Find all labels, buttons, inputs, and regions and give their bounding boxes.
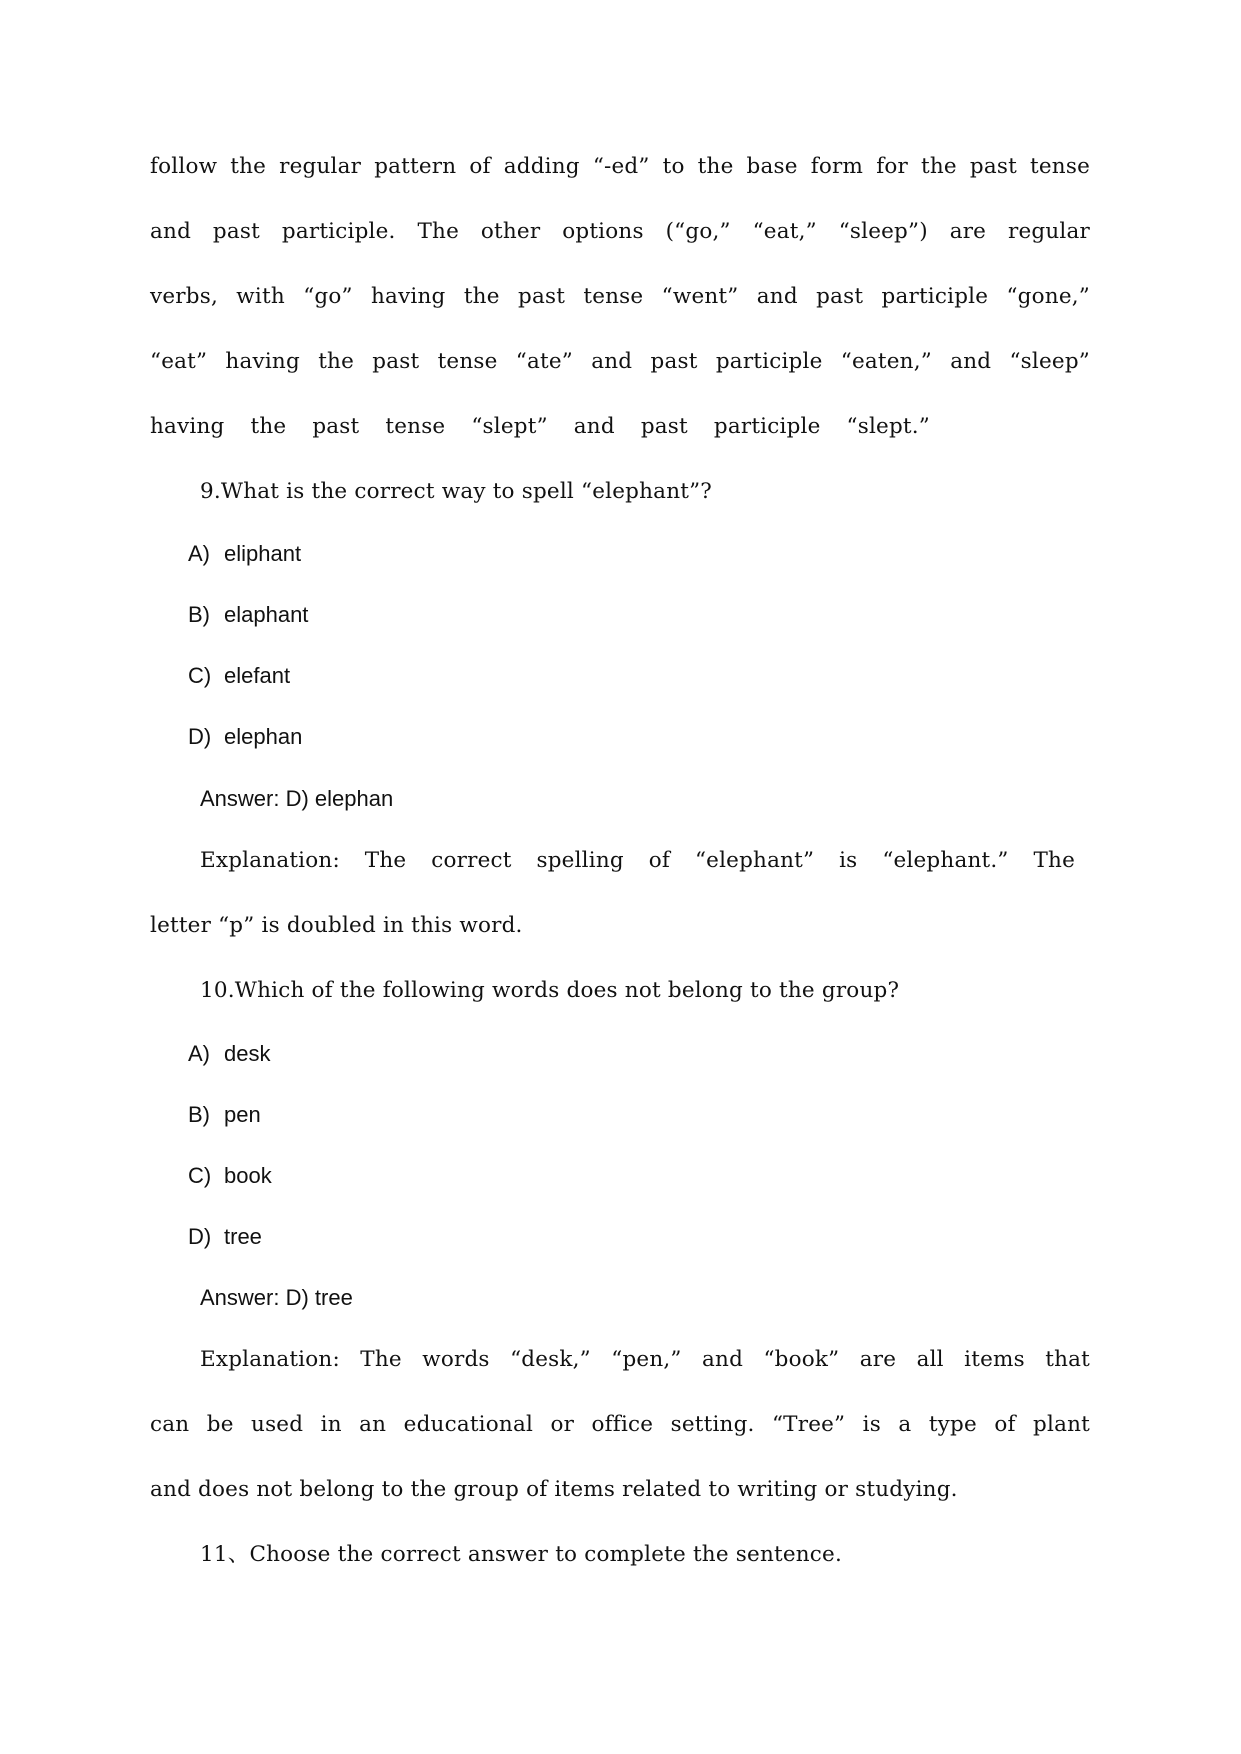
option-a bbox=[188, 539, 301, 569]
explanation-line: Explanation: The words “desk,” “pen,” and “book” are all items that bbox=[200, 1347, 1090, 1372]
intro-line: follow the regular pattern of adding “-ed” to the base form for the past tense bbox=[150, 154, 1090, 179]
answer-text: Answer: D) tree bbox=[200, 1285, 353, 1310]
option-letter: A) bbox=[188, 541, 210, 566]
option-c bbox=[188, 661, 290, 691]
intro-line: “eat” having the past tense “ate” and past participle “eaten,” and “sleep” bbox=[150, 349, 1090, 374]
intro-line: and past participle. The other options (“go,” “eat,” “sleep”) are regular bbox=[150, 219, 1090, 244]
option-text: desk bbox=[224, 1041, 271, 1066]
explanation-line: and does not belong to the group of items related to writing or studying. bbox=[150, 1477, 958, 1502]
intro-line: verbs, with “go” having the past tense “went” and past participle “gone,” bbox=[150, 284, 1090, 309]
option-text: eliphant bbox=[224, 541, 302, 566]
option-b bbox=[188, 1100, 261, 1130]
explanation-line: letter “p” is doubled in this word. bbox=[150, 913, 523, 938]
option-d bbox=[188, 1222, 262, 1252]
option-d bbox=[188, 722, 302, 752]
explanation-line: can be used in an educational or office setting. “Tree” is a type of plant bbox=[150, 1412, 1090, 1437]
option-letter: B) bbox=[188, 1102, 210, 1127]
option-text: elaphant bbox=[224, 602, 309, 627]
option-letter: C) bbox=[188, 1163, 212, 1188]
option-c bbox=[188, 1161, 272, 1191]
intro-line: having the past tense “slept” and past participle “slept.” bbox=[150, 414, 930, 439]
option-text: elefant bbox=[224, 663, 291, 688]
question-text: 10.Which of the following words does not belong to the group? bbox=[200, 978, 900, 1003]
option-b bbox=[188, 600, 308, 630]
option-text: elephan bbox=[224, 724, 303, 749]
option-text: tree bbox=[224, 1224, 262, 1249]
option-text: book bbox=[224, 1163, 272, 1188]
answer-text: Answer: D) elephan bbox=[200, 786, 394, 811]
option-letter: D) bbox=[188, 724, 212, 749]
option-text: pen bbox=[224, 1102, 261, 1127]
question-text: 11、Choose the correct answer to complete the sentence. bbox=[200, 1542, 843, 1567]
option-letter: C) bbox=[188, 663, 212, 688]
option-letter: A) bbox=[188, 1041, 210, 1066]
question-text: 9.What is the correct way to spell “elephant”? bbox=[200, 479, 712, 504]
option-a bbox=[188, 1039, 270, 1069]
explanation-line: Explanation: The correct spelling of “elephant” is “elephant.” The bbox=[200, 848, 1075, 873]
option-letter: D) bbox=[188, 1224, 212, 1249]
option-letter: B) bbox=[188, 602, 210, 627]
